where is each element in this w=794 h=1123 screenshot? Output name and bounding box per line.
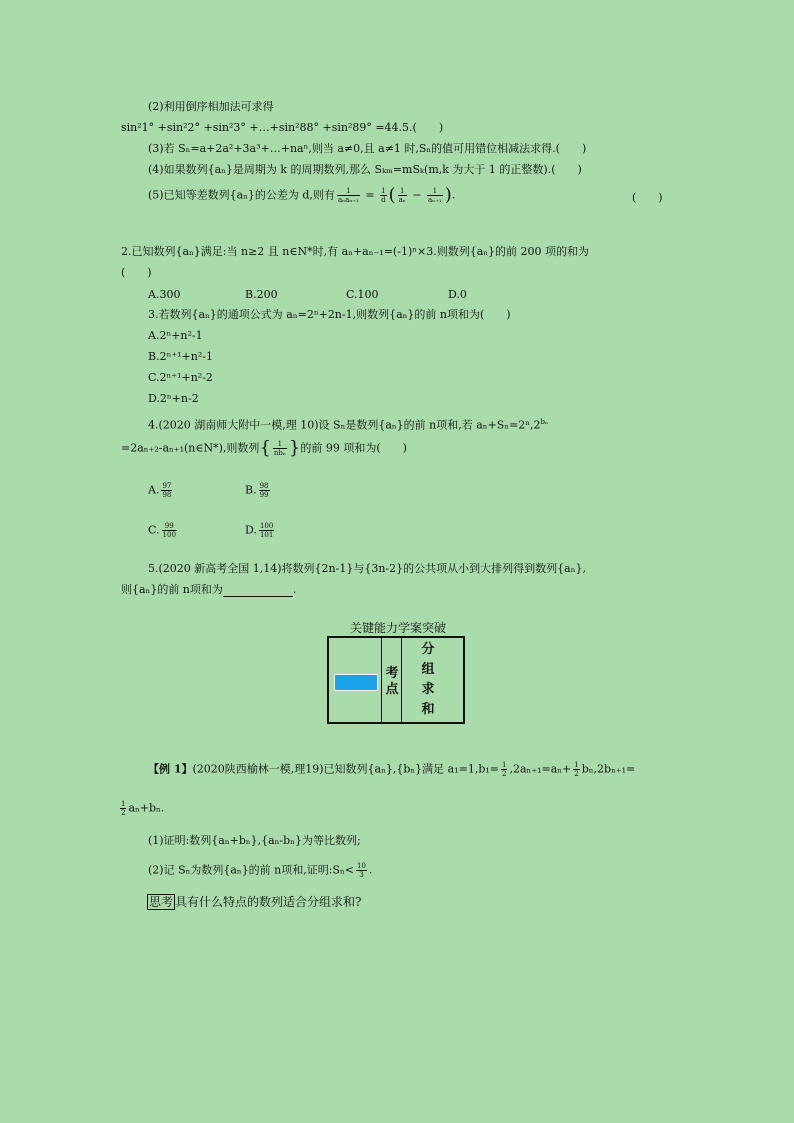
q3-option-d: D.2ⁿ+n-2 (148, 392, 199, 405)
example1-stem-line2: $\frac{1}{2}$ aₙ+bₙ. (121, 800, 165, 817)
q3-option-a: A.2ⁿ+n²-1 (148, 329, 203, 342)
minus-sign: − (412, 188, 422, 202)
kaodian-char: 点 (385, 682, 399, 697)
q1-item5: (5)已知等差数列{aₙ}的公差为 d,则有 $\frac{1}{\text{aₙaₙ₊₁}}$ = $\frac{1}{d}$ ( $\frac{1}{\text{aₙ}}$ − $\frac{1}{\text{aₙ₊₁}}$ ). (148, 184, 456, 206)
q1-item5-bracket: ( ) (632, 191, 663, 204)
q4-stem-b: =2aₙ₊₂-aₙ₊₁(n∈N*),则数列{ $\frac{1}{\text{nbₙ}}$ }的前 99 项和为( ) (121, 437, 407, 459)
q3-option-b: B.2ⁿ⁺¹+n²-1 (148, 350, 213, 363)
topic-char: 和 (421, 702, 435, 717)
q5-stem-a: 5.(2020 新高考全国 1,14)将数列{2n-1}与{3n-2}的公共项从小到大排列得到数列{aₙ}, (148, 562, 586, 575)
q5-stem-b: 则{aₙ}的前 n项和为 . (121, 583, 297, 596)
section-title: 关键能力学案突破 (349, 621, 446, 635)
equals-sign: = (365, 188, 375, 202)
q4-stem-text: 4.(2020 湖南师大附中一模,理 10)设 Sₙ是数列{aₙ}的前 n项和,若 aₙ+Sₙ=2ⁿ,2 (148, 418, 541, 432)
key-point-table (327, 636, 465, 724)
q2-option-c: C.100 (346, 288, 379, 301)
q4-option-b: B. $\frac{98}{99}$ (245, 482, 269, 499)
kp-cell-kaodian (382, 638, 402, 722)
topic-char: 分 (421, 642, 435, 657)
q2-option-b: B.200 (245, 288, 278, 301)
q4-stem-a (148, 415, 548, 433)
q2-bracket: ( ) (121, 266, 152, 279)
q1-item5-pre: (5)已知等差数列{aₙ}的公差为 d,则有 (148, 188, 335, 202)
q5-stem-b-text: 则{aₙ}的前 n项和为 (121, 583, 223, 596)
q1-item4: (4)如果数列{aₙ}是周期为 k 的周期数列,那么 Sₖₘ=mSₖ(m,k 为大于 1 的正整数).( ) (148, 163, 582, 176)
kp-cell-label (329, 638, 382, 722)
q3-option-c: C.2ⁿ⁺¹+n²-2 (148, 371, 213, 384)
kaodian-char: 考 (385, 666, 399, 681)
example1-part1: (1)证明:数列{aₙ+bₙ},{aₙ-bₙ}为等比数列; (148, 834, 361, 847)
example1-stem: 【例 1】(2020陕西榆林一模,理19)已知数列{aₙ},{bₙ}满足 a₁=1,b₁= $\frac{1}{2}$ ,2aₙ₊₁=aₙ+ $\frac{1}{2}$ bₙ,2bₙ₊₁= (148, 761, 636, 778)
q1-item3: (3)若 Sₙ=a+2a²+3a³+…+naⁿ,则当 a≠0,且 a≠1 时,Sₙ的值可用错位相减法求得.( ) (148, 142, 587, 155)
q4-stem-sup: bₙ (540, 418, 549, 426)
q4-option-c: C. $\frac{99}{100}$ (148, 522, 176, 539)
fraction: $\frac{1}{\text{aₙ}}$ (398, 187, 406, 204)
think-text: 具有什么特点的数列适合分组求和? (175, 895, 362, 909)
q2-option-d: D.0 (448, 288, 467, 301)
q4-option-d: D. $\frac{100}{101}$ (245, 522, 274, 539)
q4-stem-b-post: 的前 99 项和为( ) (300, 441, 407, 455)
fraction: $\frac{1}{\text{nbₙ}}$ (273, 440, 286, 457)
q4-option-a: A. $\frac{97}{98}$ (148, 482, 172, 499)
topic-char: 组 (421, 662, 435, 677)
topic-char: 求 (421, 682, 435, 697)
q2-option-a: A.300 (148, 288, 181, 301)
q1-item2-b: sin²1° +sin²2° +sin²3° +…+sin²88° +sin²89° =44.5.( ) (121, 121, 444, 134)
highlight-box (334, 674, 378, 691)
fraction: $\frac{1}{\text{aₙ₊₁}}$ (428, 187, 442, 204)
q2-stem: 2.已知数列{aₙ}满足:当 n≥2 且 n∈N*时,有 aₙ+aₙ₋₁=(-1)ⁿ×3.则数列{aₙ}的前 200 项的和为 (121, 245, 590, 258)
period: . (451, 188, 456, 202)
think-prompt (147, 895, 361, 909)
kp-cell-topic (402, 638, 465, 722)
fraction: $\frac{1}{d}$ (381, 187, 386, 204)
answer-blank[interactable] (223, 585, 293, 597)
example1-part2: (2)记 Sₙ为数列{aₙ}的前 n项和,证明:Sₙ< $\frac{10}{3}$ . (148, 862, 373, 879)
q1-item2-a: (2)利用倒序相加法可求得 (148, 100, 274, 113)
q4-stem-b-text: =2aₙ₊₂-aₙ₊₁(n∈N*),则数列 (121, 441, 260, 455)
fraction: $\frac{1}{\text{aₙaₙ₊₁}}$ (337, 187, 359, 204)
think-label: 思考 (149, 895, 174, 909)
example-label: 【例 1】 (148, 762, 193, 776)
q3-stem: 3.若数列{aₙ}的通项公式为 aₙ=2ⁿ+2n-1,则数列{aₙ}的前 n项和为( ) (148, 308, 511, 321)
